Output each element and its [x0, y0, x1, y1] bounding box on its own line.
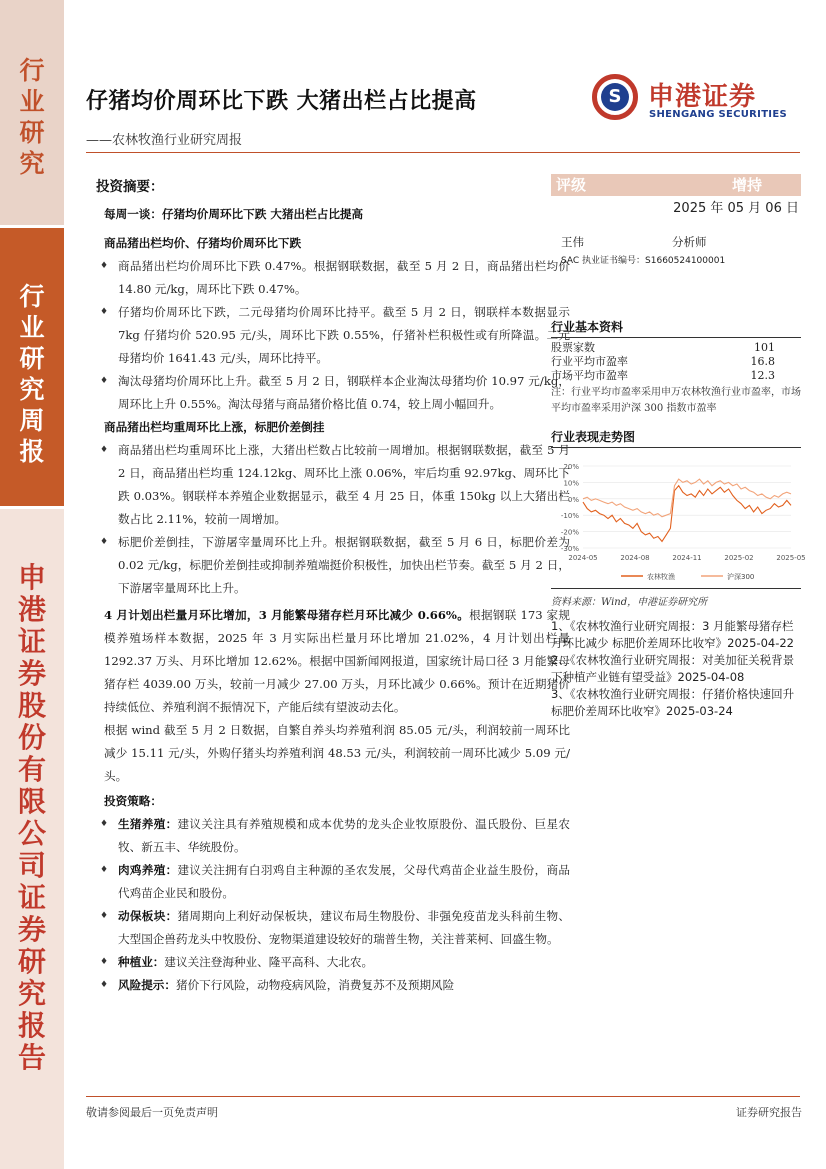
performance-chart	[551, 448, 806, 588]
basics-value: 16.8	[750, 355, 775, 368]
section-title-prices: 商品猪出栏均价、仔猪均价周环比下跌	[104, 236, 302, 250]
strategy-item	[86, 974, 570, 997]
weekly-text: 仔猪均价周环比下跌 大猪出栏占比提高	[161, 207, 364, 221]
sidebar-category	[0, 0, 64, 225]
header-divider	[86, 152, 800, 153]
sidebar-report-type	[0, 228, 64, 506]
rating-value: 增持	[732, 176, 763, 194]
sac-number: S1660524100001	[645, 256, 726, 266]
sidebar-category-char: 行	[19, 56, 45, 85]
basics-key: 行业平均市盈率	[551, 355, 628, 368]
sidebar-company-char: 究	[17, 977, 46, 1010]
chart-y-tick-label: 10%	[563, 479, 579, 488]
chart-x-tick-label: 2025-05	[776, 554, 806, 562]
chart-x-tick-label: 2024-11	[672, 554, 702, 562]
chart-legend-label: 农林牧渔	[647, 573, 675, 581]
performance-chart-block	[551, 428, 806, 608]
sac-label: SAC 执业证书编号：	[561, 256, 646, 266]
rating-bar	[551, 174, 801, 196]
sidebar-report-type-char: 报	[19, 437, 45, 466]
chart-x-tick-label: 2024-08	[620, 554, 650, 562]
related-report: 2、《农林牧渔行业研究周报：对美加征关税背景下种植产业链有望受益》2025-04-08	[551, 653, 795, 684]
chart-title: 行业表现走势图	[551, 430, 636, 444]
chart-source: 资料来源：Wind，申港证券研究所	[551, 597, 708, 608]
related-report: 3、《农林牧渔行业研究周报：仔猪价格快速回升 标肥价差周环比收窄》2025-03-24	[551, 687, 795, 718]
weekly-label: 每周一谈：	[104, 207, 162, 221]
paragraph-supply	[86, 604, 570, 719]
strategy-item	[86, 859, 570, 905]
bullet-price-2: ♦ 仔猪均价周环比下跌，二元母猪均价周环比持平。截至 5 月 2 日，钢联样本数据显示 7kg 仔猪均价 520.95 元/头，周环比下跌 0.55%，仔猪补栏积极性或有所降温。二元母猪均价 1641.43 元/头，周环比持平。	[86, 301, 570, 370]
basics-table	[551, 337, 801, 383]
strategy-item	[86, 905, 570, 951]
sidebar-company-char: 证	[17, 881, 46, 914]
sidebar-report-type-char: 业	[19, 313, 45, 342]
sidebar-company-char: 份	[17, 721, 46, 754]
paragraph-supply-lead: 4 月计划出栏量月环比增加，3 月能繁母猪存栏月环比减少 0.66%。	[104, 608, 470, 622]
basics-key: 股票家数	[551, 341, 595, 354]
logo-text-en: SHENGANG SECURITIES	[649, 109, 787, 120]
bullet-weight-2: ♦ 标肥价差倒挂，下游屠宰量周环比上升。根据钢联数据，截至 5 月 6 日，标肥价差为 0.02 元/kg，标肥价差倒挂或抑制养殖端挺价积极性，加快出栏节奏。截至 5 月 2 日，下游屠宰量周环比上升。	[86, 531, 570, 600]
company-logo	[592, 74, 802, 124]
sidebar-company-char: 司	[17, 849, 46, 882]
basics-row	[551, 355, 801, 369]
chart-y-tick-label: -30%	[560, 545, 579, 553]
chart-y-tick-label: 20%	[563, 463, 579, 471]
sac-line	[561, 253, 725, 266]
sidebar-category-char: 业	[19, 87, 45, 116]
strategy-text: 建议关注拥有白羽鸡自主种源的圣农发展，父母代鸡苗企业益生股份，商品代鸡苗企业民和股份。	[118, 863, 570, 900]
strategy-item	[86, 951, 570, 974]
sidebar-category-char: 研	[19, 118, 45, 147]
sidebar-company-char: 港	[17, 593, 46, 626]
analyst-name: 王伟	[561, 235, 584, 249]
sidebar-company-char: 股	[17, 689, 46, 722]
chart-legend-label: 沪深300	[727, 573, 755, 581]
paragraph-supply-body: 根据钢联 173 家规模养殖场样本数据，2025 年 3 月实际出栏量月环比增加 21.02%，4 月计划出栏量 1292.37 万头、月环比增加 12.62%。根据中国新闻网报道，国家统计局口径 3 月能繁母猪存栏 4039.00 万头，较前一月减少 27.00 万头，月环比减少 0.66%。预计在近期猪价持续低位、养殖利润不振情况下，产能后续有望波动去化。	[104, 608, 571, 714]
basics-row	[551, 369, 801, 383]
industry-basics	[551, 318, 801, 417]
basics-value: 12.3	[750, 369, 775, 382]
footer-report-type: 证券研究报告	[736, 1106, 802, 1119]
sidebar-company-char: 公	[17, 817, 46, 850]
strategy-text: 猪价下行风险，动物疫病风险，消费复苏不及预期风险	[175, 978, 455, 992]
strategy-label: 肉鸡养殖：	[118, 863, 178, 877]
basics-row	[551, 341, 801, 355]
chart-x-tick-label: 2024-05	[568, 554, 598, 562]
rating-label: 评级	[556, 176, 587, 194]
page-subtitle: ——农林牧渔行业研究周报	[86, 133, 243, 148]
weekly-line	[86, 203, 570, 226]
bullet-price-1: ♦ 商品猪出栏均价周环比下跌 0.47%。根据钢联数据，截至 5 月 2 日，商品猪出栏均价 14.80 元/kg，周环比下跌 0.47%。	[86, 255, 570, 301]
logo-mark-icon: S	[601, 83, 629, 111]
sidebar-company-char: 券	[17, 913, 46, 946]
sidebar-report-type-char: 行	[19, 282, 45, 311]
sidebar-company-char: 券	[17, 657, 46, 690]
strategy-item	[86, 813, 570, 859]
sidebar-report-type-char: 周	[19, 406, 45, 435]
strategy-label: 风险提示：	[118, 978, 176, 992]
sidebar-company-char: 报	[17, 1009, 46, 1042]
summary-title: 投资摘要：	[96, 179, 164, 195]
logo-text-cn: 申港证券	[648, 82, 757, 112]
basics-note: 注：行业平均市盈率采用申万农林牧渔行业市盈率，市场平均市盈率采用沪深 300 指数市盈率	[551, 387, 801, 414]
chart-y-tick-label: -20%	[560, 528, 579, 537]
section-title-weight: 商品猪出栏均重周环比上涨，标肥价差倒挂	[104, 420, 325, 434]
strategy-title: 投资策略：	[104, 794, 162, 808]
chart-x-tick-label: 2025-02	[724, 554, 754, 562]
bullet-price-3: ♦ 淘汰母猪均价周环比上升。截至 5 月 2 日，钢联样本企业淘汰母猪均价 10.97 元/kg，周环比上升 0.55%。淘汰母猪与商品猪价格比值 0.74，较上周小幅回升。	[86, 370, 570, 416]
footer-divider	[86, 1096, 800, 1097]
sidebar-report-type-char: 研	[19, 344, 45, 373]
page-title: 仔猪均价周环比下跌 大猪出栏占比提高	[86, 89, 477, 114]
strategy-text: 猪周期向上利好动保板块，建议布局生物股份、非强免疫苗龙头科前生物、大型国企兽药龙头中牧股份、宠物渠道建设较好的瑞普生物，关注普莱柯、回盛生物。	[118, 909, 570, 946]
main-column	[86, 176, 570, 997]
sidebar-company	[0, 509, 64, 1169]
chart-y-tick-label: -10%	[560, 512, 579, 521]
basics-key: 市场平均市盈率	[551, 369, 628, 382]
strategy-text: 建议关注登海种业、隆平高科、大北农。	[164, 955, 374, 969]
bullet-weight-1: ♦ 商品猪出栏均重周环比上涨，大猪出栏数占比较前一周增加。根据钢联数据，截至 5 月 2 日，商品猪出栏均重 124.12kg、周环比上涨 0.06%，牢后均重 92.97kg、周环比下跌 0.03%。钢联样本养殖企业数据显示，截至 4 月 25 日，体重 150kg 以上大猪出栏数占比 2.11%，较前一周增加。	[86, 439, 570, 531]
sidebar-company-char: 证	[17, 625, 46, 658]
related-reports	[551, 618, 801, 720]
strategy-label: 动保板块：	[118, 909, 178, 923]
strategy-label: 种植业：	[118, 955, 165, 969]
related-report: 1、《农林牧渔行业研究周报：3 月能繁母猪存栏月环比减少 标肥价差周环比收窄》2025-04-22	[551, 619, 794, 650]
basics-title: 行业基本资料	[551, 320, 624, 334]
sidebar-company-char: 有	[17, 753, 46, 786]
sidebar-company-char: 限	[17, 785, 46, 818]
basics-value: 101	[754, 341, 775, 354]
chart-y-tick-label: 0%	[567, 495, 579, 504]
sidebar-category-char: 究	[19, 149, 45, 178]
sidebar-company-char: 申	[17, 561, 46, 594]
footer-disclaimer: 敬请参阅最后一页免责声明	[86, 1106, 218, 1119]
strategy-label: 生猪养殖：	[118, 817, 178, 831]
sidebar-company-char: 告	[17, 1041, 46, 1074]
sidebar-report-type-char: 究	[19, 375, 45, 404]
report-date: 2025 年 05 月 06 日	[673, 201, 799, 216]
chart-series-line	[583, 486, 791, 542]
strategy-list	[86, 813, 570, 997]
strategy-text: 建议关注具有养殖规模和成本优势的龙头企业牧原股份、温氏股份、巨星农牧、新五丰、华统股份。	[118, 817, 570, 854]
paragraph-profit: 根据 wind 截至 5 月 2 日数据，自繁自养头均养殖利润 85.05 元/头，利润较前一周环比减少 15.11 元/头，外购仔猪头均养殖利润 48.53 元/头，利润较前一周环比减少 5.09 元/头。	[104, 723, 570, 783]
sidebar-company-char: 研	[17, 945, 46, 978]
analyst-role: 分析师	[672, 235, 707, 249]
